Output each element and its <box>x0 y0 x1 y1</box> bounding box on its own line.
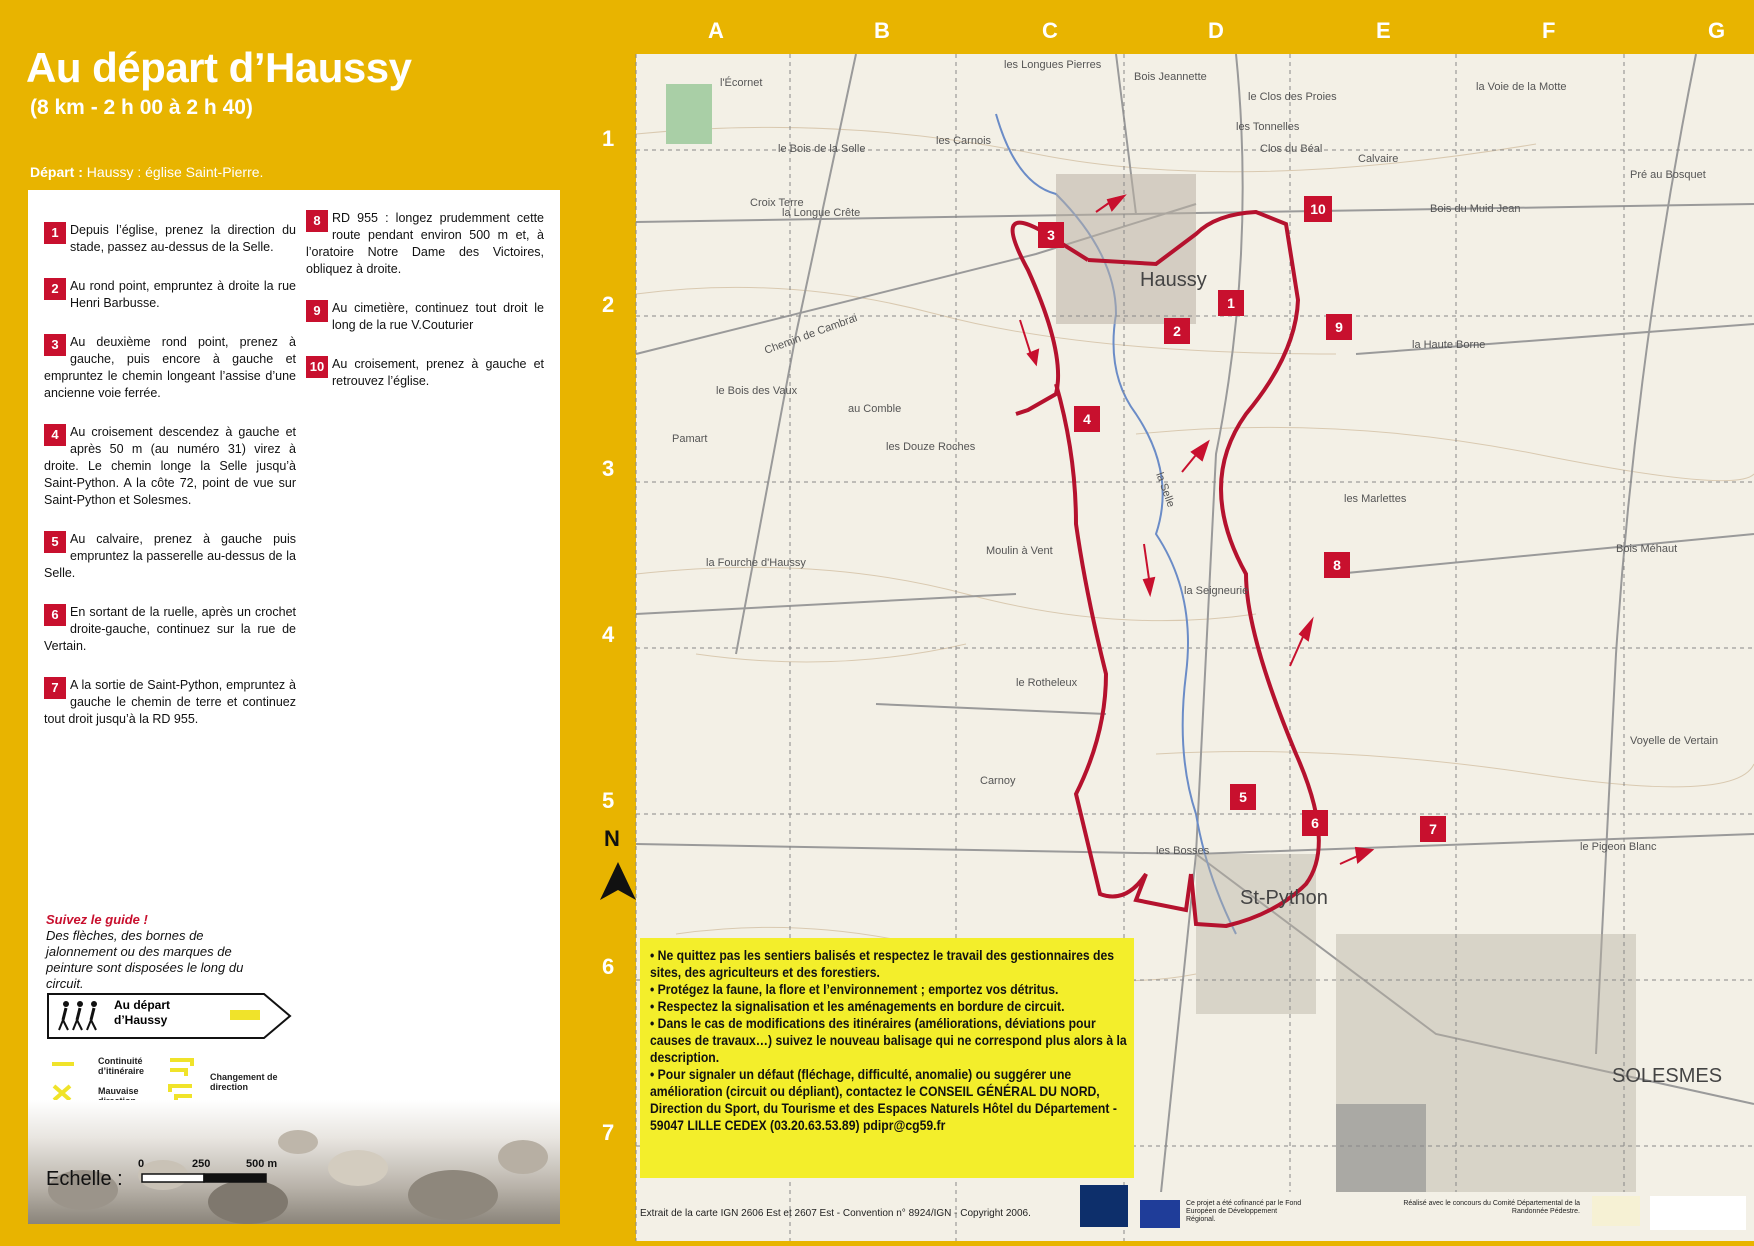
step-number: 10 <box>306 356 328 378</box>
grid-row-5: 5 <box>602 788 615 813</box>
place-rotheleux: le Rotheleux <box>1016 677 1078 689</box>
place-bois-jeannette: Bois Jeannette <box>1134 71 1207 83</box>
town-solesmes: SOLESMES <box>1612 1065 1723 1087</box>
place-pigeon-blanc: le Pigeon Blanc <box>1580 841 1657 853</box>
eu-flag-icon <box>1140 1200 1180 1228</box>
scale-label: Echelle : <box>46 1168 123 1190</box>
step-text: RD 955 : longez prudemment cette route pendant environ 500 m et, à l’oratoire Notre Dame des Victoires, obliquez à droite. <box>306 211 544 276</box>
warning-item: • Ne quittez pas les sentiers balisés et respectez le travail des gestionnaires des sites, des agriculteurs et des forestiers. <box>650 948 1132 982</box>
step-number: 6 <box>44 604 66 626</box>
grid-col-A: A <box>708 18 724 43</box>
route-marker-9[interactable]: 9 <box>1326 314 1352 340</box>
scale-bar <box>140 1172 280 1184</box>
walk-logo-icon <box>1592 1196 1640 1226</box>
scale-tick-500: 500 m <box>246 1158 278 1170</box>
grid-row-2: 2 <box>602 292 615 317</box>
step-text: A la sortie de Saint-Python, empruntez à gauche le chemin de terre et continuez tout droit jusqu’à la RD 955. <box>44 678 296 726</box>
grid-col-B: B <box>874 18 890 43</box>
legend-direction-change: Changement de direction <box>210 1072 278 1092</box>
step-number: 8 <box>306 210 328 232</box>
place-calvaire: Calvaire <box>1358 153 1399 165</box>
step-text: Depuis l’église, prenez la direction du stade, passez au-dessus de la Selle. <box>70 223 296 254</box>
ffrandonnee-logo-icon <box>1650 1196 1746 1230</box>
step-text: Au calvaire, prenez à gauche puis empruntez la passerelle au-dessus de la Selle. <box>44 532 296 580</box>
step-8 <box>306 210 544 278</box>
depart-label: Départ : <box>30 164 83 180</box>
step-text: Au cimetière, continuez tout droit le long de la rue V.Couturier <box>332 301 544 332</box>
route-marker-10[interactable]: 10 <box>1304 196 1332 222</box>
place-bois-muid-jean: Bois du Muid Jean <box>1430 203 1521 215</box>
route-marker-5[interactable]: 5 <box>1230 784 1256 810</box>
north-arrow-icon <box>600 826 636 900</box>
step-number: 3 <box>44 334 66 356</box>
place-clos-beal: Clos du Béal <box>1260 143 1323 155</box>
step-number: 4 <box>44 424 66 446</box>
legend-continuity: Continuité d’itinéraire <box>98 1056 145 1076</box>
grid-col-F: F <box>1542 18 1556 43</box>
step-text: Au rond point, empruntez à droite la rue Henri Barbusse. <box>70 279 296 310</box>
north-letter: N <box>604 826 620 851</box>
grid-col-C: C <box>1042 18 1058 43</box>
ffrandonnee-text: Réalisé avec le concours du Comité Départemental de la Randonnée Pédestre. <box>1403 1200 1580 1215</box>
step-text: Au croisement, prenez à gauche et retrouvez l’église. <box>332 357 544 388</box>
step-6 <box>44 604 296 655</box>
step-number: 2 <box>44 278 66 300</box>
place-moulin-vent: Moulin à Vent <box>986 545 1053 557</box>
grid-col-G: G <box>1708 18 1726 43</box>
page-subtitle: (8 km - 2 h 00 à 2 h 40) <box>30 96 253 119</box>
scale-tick-0: 0 <box>138 1158 145 1170</box>
step-5 <box>44 531 296 582</box>
page-title: Au départ d’Haussy <box>26 44 412 91</box>
legend-wrong-direction: Mauvaise <box>98 1086 139 1096</box>
step-text: En sortant de la ruelle, après un crochet droite-gauche, continuez sur la rue de Vertain. <box>44 605 296 653</box>
yellow-mark-icon <box>230 1010 260 1020</box>
route-marker-4[interactable]: 4 <box>1074 406 1100 432</box>
guide-title: Suivez le guide ! <box>46 912 148 927</box>
grid-col-D: D <box>1208 18 1224 43</box>
warning-item: • Respectez la signalisation et les aménagements en bordure de circuit. <box>650 999 1132 1016</box>
step-number: 7 <box>44 677 66 699</box>
place-pamart: Pamart <box>672 433 708 445</box>
place-marlettes: les Marlettes <box>1344 493 1407 505</box>
grid-row-7: 7 <box>602 1120 615 1145</box>
grid-row-6: 6 <box>602 954 615 979</box>
step-10 <box>306 356 544 390</box>
step-9 <box>306 300 544 334</box>
place-longues-pierres: les Longues Pierres <box>1004 59 1102 71</box>
route-marker-8[interactable]: 8 <box>1324 552 1350 578</box>
step-number: 5 <box>44 531 66 553</box>
place-vertain: Voyelle de Vertain <box>1630 735 1719 747</box>
eu-funding-text: Ce projet a été cofinancé par le Fond Européen de Développement Régional. <box>1186 1200 1302 1223</box>
place-au-comble: au Comble <box>848 403 902 415</box>
sign-label: Au départ d’Haussy <box>114 998 171 1027</box>
step-7 <box>44 677 296 728</box>
place-pre-bosquet: Pré au Bosquet <box>1630 169 1706 181</box>
place-bois-vaux: le Bois des Vaux <box>716 385 798 397</box>
department-logo-icon <box>1080 1185 1128 1227</box>
place-seigneurie: la Seigneurie <box>1184 585 1249 597</box>
step-4 <box>44 424 296 509</box>
place-chemin-cambrai: Chemin de Cambrai <box>762 312 859 357</box>
place-voie-motte: la Voie de la Motte <box>1476 81 1567 93</box>
step-text: Au deuxième rond point, prenez à gauche, puis encore à gauche et empruntez le chemin longeant l’assise d’une ancienne voie ferrée. <box>44 335 296 400</box>
place-carnoy: Carnoy <box>980 775 1016 787</box>
depart-info <box>30 164 263 180</box>
place-bois-mehaut: Bois Méhaut <box>1616 543 1678 555</box>
place-haute-borne: la Haute Borne <box>1412 339 1486 351</box>
route-marker-7[interactable]: 7 <box>1420 816 1446 842</box>
place-bosses: les Bosses <box>1156 845 1210 857</box>
step-3 <box>44 334 296 402</box>
guide-text: Des flèches, des bornes de jalonnement ou des marques de peinture sont disposées le long du circuit. <box>46 928 244 991</box>
step-2 <box>44 278 296 312</box>
step-number: 9 <box>306 300 328 322</box>
warning-item: • Dans le cas de modifications des itinéraires (améliorations, déviations pour causes de travaux…) suivez le nouveau balisage qui ne correspond plus alors à la description. <box>650 1016 1132 1067</box>
warning-item: • Protégez la faune, la flore et l’environnement ; emportez vos détritus. <box>650 982 1132 999</box>
grid-row-1: 1 <box>602 126 615 151</box>
place-river-name: la Selle <box>1153 470 1177 509</box>
pebbles-photo <box>28 1100 560 1224</box>
grid-row-3: 3 <box>602 456 615 481</box>
instructions-panel <box>28 190 560 1224</box>
place-douze-roches: les Douze Roches <box>886 441 976 453</box>
place-bois-selle: le Bois de la Selle <box>778 143 866 155</box>
place-carnois: les Carnois <box>936 135 992 147</box>
place-longue-crete: la Longue Crête <box>782 207 861 219</box>
warnings-list <box>650 948 1127 1135</box>
place-tonnelles: les Tonnelles <box>1236 121 1300 133</box>
step-1 <box>44 222 296 256</box>
warning-item: • Pour signaler un défaut (fléchage, difficulté, anomalie) ou suggérer une amélioration (circuit ou dépliant), contactez le CONSEIL GÉNÉRAL DU NORD, Direction du Sport, du Tourisme et des Espaces Naturels Hôtel du Département - 59047 LILLE CEDEX (03.20.63.53.89) pdipr@cg59.fr <box>650 1067 1132 1135</box>
copyright-text: Extrait de la carte IGN 2606 Est et 2607 Est - Convention n° 8924/IGN - Copyright 2006. <box>640 1208 1031 1219</box>
town-st-python: St-Python <box>1240 887 1328 909</box>
place-clos-proies: le Clos des Proies <box>1248 91 1337 103</box>
grid-row-4: 4 <box>602 622 615 647</box>
place-fourche-haussy: la Fourche d'Haussy <box>706 557 806 569</box>
depart-value: Haussy : église Saint-Pierre. <box>82 164 264 180</box>
route-marker-6[interactable]: 6 <box>1302 810 1328 836</box>
step-text: Au croisement descendez à gauche et après 50 m (au numéro 31) virez à droite. Le chemin longe la Selle jusqu’à Saint-Python. A la côte 72, point de vue sur Saint-Python et Solesmes. <box>44 425 296 507</box>
route-marker-1[interactable]: 1 <box>1218 290 1244 316</box>
place-ecornet: l'Écornet <box>720 77 763 89</box>
steps-column-right <box>306 210 544 412</box>
grid-col-E: E <box>1376 18 1391 43</box>
steps-column-left <box>44 222 296 750</box>
town-haussy: Haussy <box>1140 269 1207 291</box>
step-number: 1 <box>44 222 66 244</box>
route-marker-3[interactable]: 3 <box>1038 222 1064 248</box>
warnings-box <box>640 938 1134 1178</box>
place-croix-terre: Croix Terre <box>750 197 804 209</box>
route-marker-2[interactable]: 2 <box>1164 318 1190 344</box>
scale-tick-250: 250 <box>192 1158 211 1170</box>
